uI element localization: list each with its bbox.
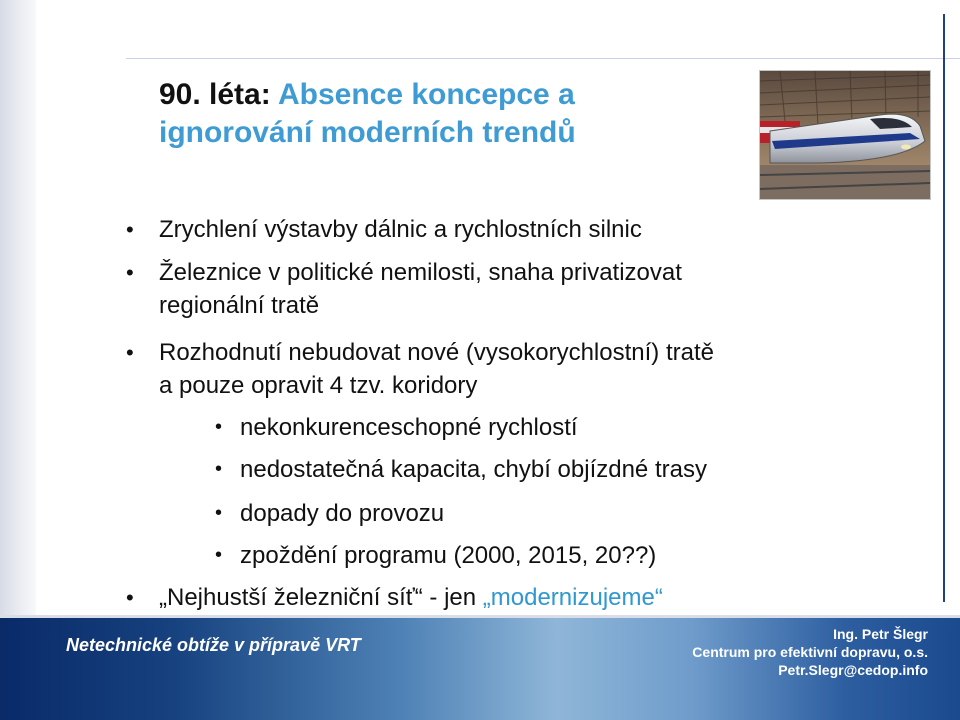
subbullet-4: • zpoždění programu (2000, 2015, 20??) [240, 539, 656, 572]
title-accent-2: ignorování moderních trendů [159, 116, 576, 149]
author-email: Petr.Slegr@cedop.info [778, 662, 928, 678]
subbullet-1: • nekonkurenceschopné rychlostí [240, 411, 578, 444]
bullet-2-line-1: • Železnice v politické nemilosti, snaha privatizovat [159, 259, 682, 286]
bullet-1-text: Zrychlení výstavby dálnic a rychlostních silnic [159, 216, 642, 243]
author-name: Ing. Petr Šlegr [833, 626, 928, 642]
title-accent-1: Absence koncepce a [277, 78, 575, 111]
title-prefix: 90. léta: [159, 78, 278, 111]
bullet-1 [159, 213, 642, 246]
bullet-4-text-part-2: „modernizujeme“ [482, 584, 663, 611]
author-organization: Centrum pro efektivní dopravu, o.s. [692, 644, 928, 660]
bullet-3-line-2: a pouze opravit 4 tzv. koridory [159, 372, 478, 399]
bullet-3 [159, 336, 714, 402]
footer-bar [0, 615, 960, 720]
subbullet-2: • nedostatečná kapacita, chybí objízdné trasy [240, 453, 707, 486]
footer-author-block [692, 625, 928, 679]
footer-title: Netechnické obtíže v přípravě VRT [66, 635, 361, 655]
bullet-4 [159, 581, 663, 614]
subbullet-3: • dopady do provozu [240, 497, 444, 530]
bullet-2-line-2: regionální tratě [159, 292, 320, 319]
bullet-2 [159, 256, 682, 322]
bullet-4-text-part-1: „Nejhustší železniční síť“ - jen [159, 584, 483, 611]
bullet-3-line-1: • Rozhodnutí nebudovat nové (vysokorychlostní) tratě [159, 339, 714, 366]
